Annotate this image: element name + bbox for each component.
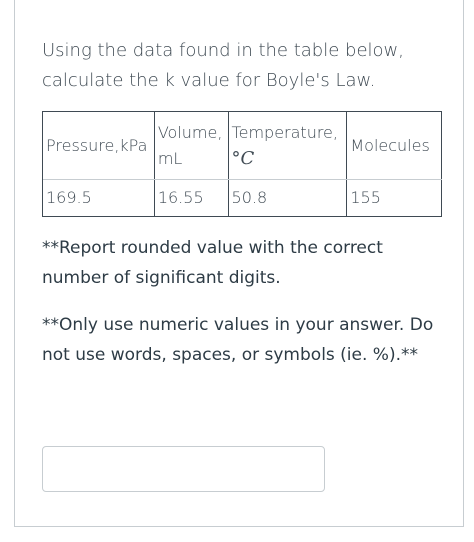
header-temperature: Temperature, °C [228, 112, 347, 180]
answer-input[interactable] [42, 446, 325, 492]
cell-molecules: 155 [347, 180, 442, 217]
header-molecules: Molecules [347, 112, 442, 180]
data-table-container [42, 111, 442, 217]
rounding-note: **Report rounded value with the correct number of significant digits. [42, 238, 383, 288]
table-row [43, 180, 442, 217]
question-text [42, 36, 442, 96]
header-volume: Volume, mL [154, 112, 228, 180]
data-table [43, 112, 442, 216]
cell-pressure: 169.5 [43, 180, 154, 217]
cell-volume: 16.55 [154, 180, 228, 217]
cell-temperature: 50.8 [228, 180, 347, 217]
header-pressure: Pressure,kPa [43, 112, 154, 180]
numeric-note: **Only use numeric values in your answer. Do not use words, spaces, or symbols (ie. %).** [42, 315, 434, 365]
table-header-row [43, 112, 442, 180]
question-line-1: Using the data found in the table below, [42, 40, 404, 61]
question-line-2: calculate the k value for Boyle's Law. [42, 70, 376, 91]
